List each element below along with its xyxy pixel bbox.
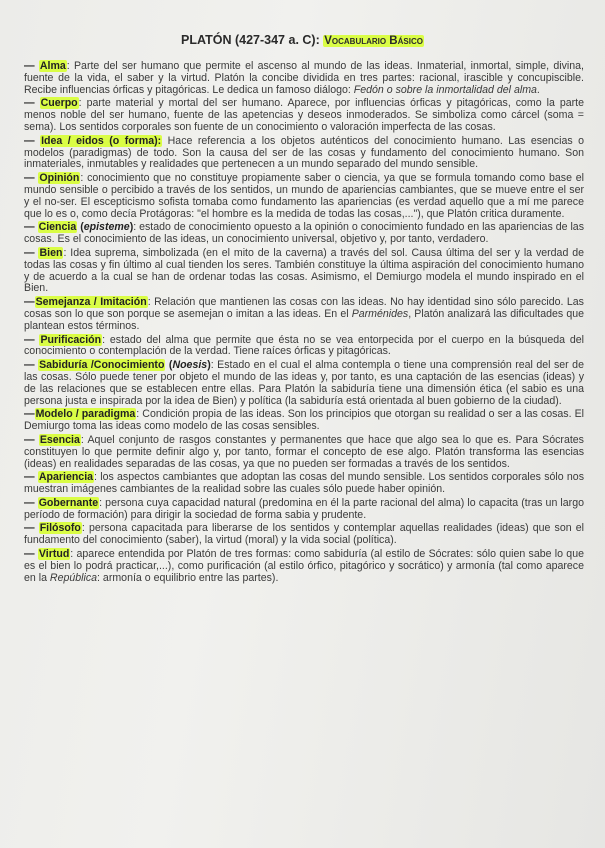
entry-dash: — xyxy=(24,60,39,72)
vocabulary-entry xyxy=(24,498,584,522)
entry-definition: : los aspectos cambiantes que adoptan las cosas del mundo sensible. Los sentidos corporales sólo nos muestran imágenes cambiantes de la realidad sobre las cuales sólo puede haber opinión. xyxy=(24,471,584,496)
entry-dash: — xyxy=(24,221,38,234)
entry-dash: — xyxy=(24,522,39,535)
vocabulary-entry xyxy=(24,136,584,171)
entry-term: Opinión xyxy=(39,172,80,185)
entry-term: Alma xyxy=(39,60,66,72)
vocabulary-entry xyxy=(24,435,584,470)
entry-definition: : persona capacitada para liberarse de los sentidos y contemplar aquellas realidades (ideas) que son el fundamento del conocimiento (saber), la virtud (moral) y la vida social (política). xyxy=(24,522,584,547)
entry-definition-tail: : armonía o equilibrio entre las partes). xyxy=(97,571,279,584)
vocabulary-entry xyxy=(24,61,584,96)
entry-dash: — xyxy=(24,134,41,147)
entry-definition-tail: . xyxy=(536,83,540,96)
entry-term-greek: episteme xyxy=(83,221,130,234)
entry-term: Cuerpo xyxy=(40,97,78,110)
entry-definition: : aparece entendida por Platón de tres formas: como sabiduría (al estilo de Sócrates: sólo quien sabe lo que es el bien lo podrá practicar,...), como purificación (al estilo órfico, pitagórico y socrático) y armonía (tal como aparece en la xyxy=(24,548,584,584)
title-subtitle: Vocabulario Básico xyxy=(324,35,423,47)
vocabulary-entry xyxy=(24,409,584,433)
entry-term: Filósofo xyxy=(39,522,81,535)
entry-definition: : Condición propia de las ideas. Son los principios que otorgan su realidad o ser a las cosas. El Demiurgo toma las ideas como modelo de las cosas sensibles. xyxy=(24,408,584,433)
vocabulary-entry xyxy=(24,549,584,584)
entry-definition: : estado de conocimiento opuesto a la opinión o conocimiento fundado en las apariencias de las cosas. Es el conocimiento de las ideas, un conocimiento universal, objetivo y, por tanto, verdadero. xyxy=(24,221,584,246)
entry-dash: — xyxy=(24,97,40,110)
vocabulary-entry xyxy=(24,523,584,547)
entry-dash: — xyxy=(24,496,38,509)
entry-term-paren-open: ( xyxy=(77,221,84,234)
entry-definition: : parte material y mortal del ser humano. Aparece, por influencias órficas y pitagóricas, como la parte menos noble del ser humano, fuente de las apetencias y deseos inmoderados. Se simboliza como cárcel (soma = sema). Los sentidos corporales son fuente de un conocimiento o valoración imperfecta de las cosas. xyxy=(24,97,584,133)
entry-dash: — xyxy=(24,246,39,259)
entry-work-title: Parménides xyxy=(351,307,409,320)
entry-definition: : estado del alma que permite que ésta no se vea entorpecida por el cuerpo en la búsqueda del conocimiento o contemplación de la verdad. Tiene raíces órficas y pitagóricas. xyxy=(24,333,584,358)
entry-term: Gobernante xyxy=(38,496,99,509)
vocabulary-entry xyxy=(24,297,584,332)
entry-definition: : Aquel conjunto de rasgos constantes y permanentes que hace que algo sea lo que es. Para Sócrates constituyen lo que permite definir algo y, por tanto, formar el concepto de ese algo. Platón transforma las esencias (ideas) en realidades separadas de las cosas, ya que no pueden ser formadas a través de los sentidos. xyxy=(24,433,584,470)
vocabulary-entry xyxy=(24,98,584,133)
entry-dash: — xyxy=(24,359,39,372)
entry-definition: : Estado en el cual el alma contempla o tiene una comprensión real del ser de las cosas. Sólo puede tener por objeto el mundo de las ideas y, por tanto, es una captación de las esencias (ideas) y de las relaciones que se establecen entre ellas. Para Platón la sabiduría tiene una dimensión ética (el sabio es una persona justa e inspirada por la idea de Bien) y política (la sabiduría está orientada al buen gobierno de la ciudad). xyxy=(24,359,584,407)
entry-definition: : Relación que mantienen las cosas con las ideas. No hay identidad sino sólo parecido. Las cosas son lo que son porque se asemejan o imitan a las ideas. En el xyxy=(24,296,584,320)
vocabulary-entry xyxy=(24,360,584,407)
entry-work-title: República xyxy=(49,571,98,584)
entry-dash: — xyxy=(24,296,35,309)
entry-dash: — xyxy=(24,408,35,421)
vocabulary-list xyxy=(24,61,584,586)
entry-term: Modelo / paradigma xyxy=(35,408,136,421)
vocabulary-entry xyxy=(24,248,584,295)
entry-dash: — xyxy=(24,333,40,346)
entry-definition: : Idea suprema, simbolizada (en el mito de la caverna) a través del sol. Causa última del ser y la verdad de todas las cosas y fin último al cual tienden los seres. También constituye la última aspiración del conocimiento humano y de acuerdo a la cual se han de ordenar todas las cosas. Asimismo, el Demiurgo modela el mundo inspirado en el Bien. xyxy=(24,246,584,295)
entry-dash: — xyxy=(24,471,38,484)
entry-term: Purificación xyxy=(40,333,102,346)
title-main: PLATÓN (427-347 a. C): xyxy=(181,33,324,47)
vocabulary-entry xyxy=(24,472,584,496)
vocabulary-entry xyxy=(24,222,584,246)
entry-definition: : conocimiento que no constituye propiamente saber o ciencia, ya que se formula tomando como base el mundo sensible o percibido a través de los sentidos, un mundo de apariencias cambiantes, que se mueve entre el ser y el no-ser. El escepticismo sofista tomaba como fundamento las apariencias (es verdad aquello que a mí me parece que lo es o, como decía Protágoras: "el hombre es la medida de todas las cosas,..."), que Platón critica duramente. xyxy=(24,172,584,220)
entry-term: Idea / eidos (o forma): xyxy=(41,134,162,147)
entry-term: Sabiduría /Conocimiento xyxy=(39,359,165,372)
entry-definition-tail: , Platón analizará las dificultades que plantean estos términos. xyxy=(24,307,584,332)
entry-term: Virtud xyxy=(38,548,70,561)
entry-term: Esencia xyxy=(39,433,80,446)
entry-term: Bien xyxy=(39,246,63,259)
entry-term-paren-open: ( xyxy=(165,359,173,372)
entry-term: Ciencia xyxy=(38,221,77,234)
entry-dash: — xyxy=(24,172,39,185)
entry-work-title: Fedón o sobre la inmortalidad del alma xyxy=(353,83,537,96)
entry-term-paren-close: ) xyxy=(207,359,211,372)
entry-term: Apariencia xyxy=(38,471,94,484)
entry-term-greek: Noesis xyxy=(172,359,208,372)
entry-definition: : persona cuya capacidad natural (predomina en él la parte racional del alma) lo capacita (tras un largo período de formación) para dirigir la sociedad de forma sabia y prudente. xyxy=(24,496,584,521)
entry-term: Semejanza / Imitación xyxy=(35,296,147,309)
page-title xyxy=(0,33,605,47)
entry-dash: — xyxy=(24,548,38,561)
entry-definition: : Parte del ser humano que permite el ascenso al mundo de las ideas. Inmaterial, inmortal, simple, divina, fuente de la vida, el saber y la virtud. Platón la concibe dividida en tres partes: racional, irascible y concupiscible. Recibe influencias órficas y pitagóricas. Le dedica un famoso diálogo: xyxy=(24,60,584,96)
entry-term-paren-close: ) xyxy=(129,221,134,234)
vocabulary-entry xyxy=(24,335,584,359)
vocabulary-entry xyxy=(24,173,584,220)
entry-definition: Hace referencia a los objetos auténticos del conocimiento humano. Las esencias o modelos (paradigmas) de todo. Son la causa del ser de las cosas y fundamento del conocimiento humano. Son inmateriales, inmutables y realidades que pertenecen a un mundo separado del mundo sensible. xyxy=(24,134,584,171)
entry-dash: — xyxy=(24,433,39,446)
